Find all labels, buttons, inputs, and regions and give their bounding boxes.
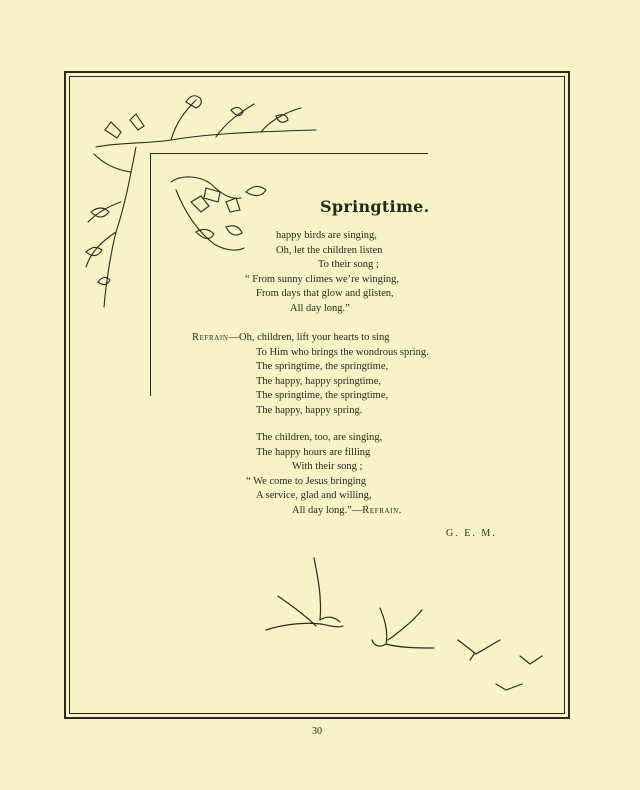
poem-line: The springtime, the springtime,: [256, 390, 389, 402]
author-signature: G. E. M.: [446, 528, 497, 539]
poem-line: “ From sunny climes we’re winging,: [245, 273, 399, 285]
poem-line: From days that glow and glisten,: [256, 288, 394, 300]
stanza-two: [246, 431, 402, 519]
refrain-label: Refrain.: [362, 504, 402, 516]
poem-line: All day long.”—: [292, 504, 363, 516]
stanza-one: [245, 229, 399, 317]
poem-last-line: [292, 504, 402, 519]
refrain: [192, 331, 429, 419]
poem-line: All day long.”: [290, 302, 350, 314]
poem-line: The happy hours are filling: [256, 446, 371, 458]
swallows-flock-icon: [258, 552, 548, 702]
refrain-first-line: [192, 331, 429, 346]
poem-line: To their song ;: [318, 259, 379, 271]
poem-line: The springtime, the springtime,: [256, 361, 389, 373]
poem-line: happy birds are singing,: [276, 230, 377, 241]
poem-line: To Him who brings the wondrous spring.: [256, 346, 429, 358]
poem-line: The happy, happy spring.: [256, 404, 363, 416]
poem-line: The happy, happy springtime,: [256, 375, 382, 387]
poem-line: A service, glad and willing,: [256, 490, 372, 502]
poem-line: Oh, let the children listen: [276, 244, 383, 256]
poem-line: The children, too, are singing,: [256, 432, 383, 443]
poem-line: “ We come to Jesus bringing: [246, 475, 366, 487]
poem-line: With their song ;: [292, 461, 363, 473]
poem-title: Springtime.: [320, 197, 430, 216]
page-number: 30: [312, 726, 322, 737]
poem-line: —Oh, children, lift your hearts to sing: [228, 332, 390, 343]
refrain-label: Refrain: [192, 332, 229, 343]
